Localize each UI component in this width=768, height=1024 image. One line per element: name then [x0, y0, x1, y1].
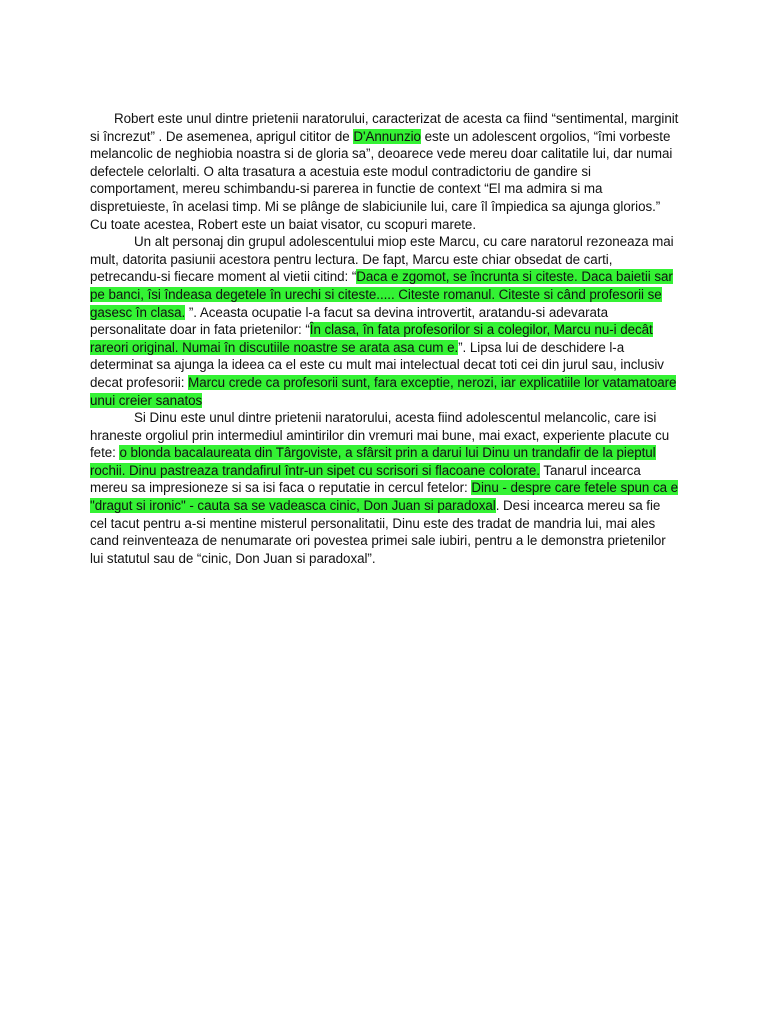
essay-body	[90, 110, 680, 567]
text-segment: Robert este unul dintre prietenii naratorului, caracterizat de acesta ca fiind “sentimental, marginit si încrezut” . De asemenea, aprigul cititor de	[90, 111, 679, 144]
paragraph-dinu	[90, 409, 680, 567]
highlighted-text: D'Annunzio	[353, 128, 421, 144]
text-segment: ”. Lipsa lui de deschidere l-a determinat sa ajunga la ideea ca el este cu mult mai intelectual decat toti cei din jurul sau, inclusiv decat profesorii:	[90, 339, 664, 390]
text-segment: este un adolescent orgolios, “îmi vorbeste melancolic de neghiobia noastra si de gloria sa”, deoarece vede mereu doar calitatile lui, dar numai defectele celorlalti. O alta trasatura a acestuia este modul contradictoriu de gandire si comportament, mereu schimbandu-si parerea in functie de context “El ma admira si ma dispretuieste, în acelasi timp. Mi se plânge de slabiciunile lui, care îl împiedica sa ajunga glorios.” Cu toate acestea, Robert este un baiat visator, cu scopuri marete.	[90, 128, 673, 232]
highlighted-text: În clasa, în fata profesorilor si a colegilor, Marcu nu-i decât rareori original. Numai în discutiile noastre se arata asa cum e.	[90, 322, 653, 355]
text-segment: ”. Aceasta ocupatie l-a facut sa devina introvertit, aratandu-si adevarata personalitate doar in fata prietenilor: “	[90, 304, 608, 338]
paragraph-robert	[90, 110, 680, 233]
text-segment: Un alt personaj din grupul adolescentului miop este Marcu, cu care naratorul rezoneaza mai mult, datorita pasiunii acestora pentru lectura. De fapt, Marcu este chiar obsedat de carti, petrecandu-si fiecare moment al vietii citind: “	[90, 234, 674, 285]
highlighted-text: Dinu - despre care fetele spun ca e "dragut si ironic" - cauta sa se vadeasca cinic, Don Juan si paradoxal	[90, 480, 679, 514]
text-segment: Tanarul incearca mereu sa impresioneze si sa isi faca o reputatie in cercul fetelor:	[90, 462, 641, 496]
paragraph-marcu	[90, 233, 680, 409]
highlighted-text: o blonda bacalaureata din Târgoviste, a sfârsit prin a darui lui Dinu un trandafir de la pieptul rochii. Dinu pastreaza trandafirul într-un sipet cu scrisori si flacoane colorate.	[90, 445, 656, 478]
text-segment: . Desi incearca mereu sa fie cel tacut pentru a-si mentine misterul personalitatii, Dinu este des tradat de mandria lui, mai ales cand reinventeaza de nenumarate ori povestea primei sale iubiri, pentru a le demonstra prietenilor lui statutul sau de “cinic, Don Juan si paradoxal”.	[90, 498, 666, 566]
highlighted-text: Marcu crede ca profesorii sunt, fara exceptie, nerozi, iar explicatiile lor vatamatoare unui creier sanatos	[90, 374, 677, 408]
highlighted-text: Daca e zgomot, se încrunta si citeste. Daca baietii sar pe banci, îsi îndeasa degetele în urechi si citeste..... Citeste romanul. Citeste si când profesorii se gasesc în clasa.	[90, 269, 673, 320]
text-segment: Si Dinu este unul dintre prietenii naratorului, acesta fiind adolescentul melancolic, care isi hraneste orgoliul prin intermediul amintirilor din vremuri mai bune, mai exact, experiente placute cu fete:	[90, 410, 670, 461]
